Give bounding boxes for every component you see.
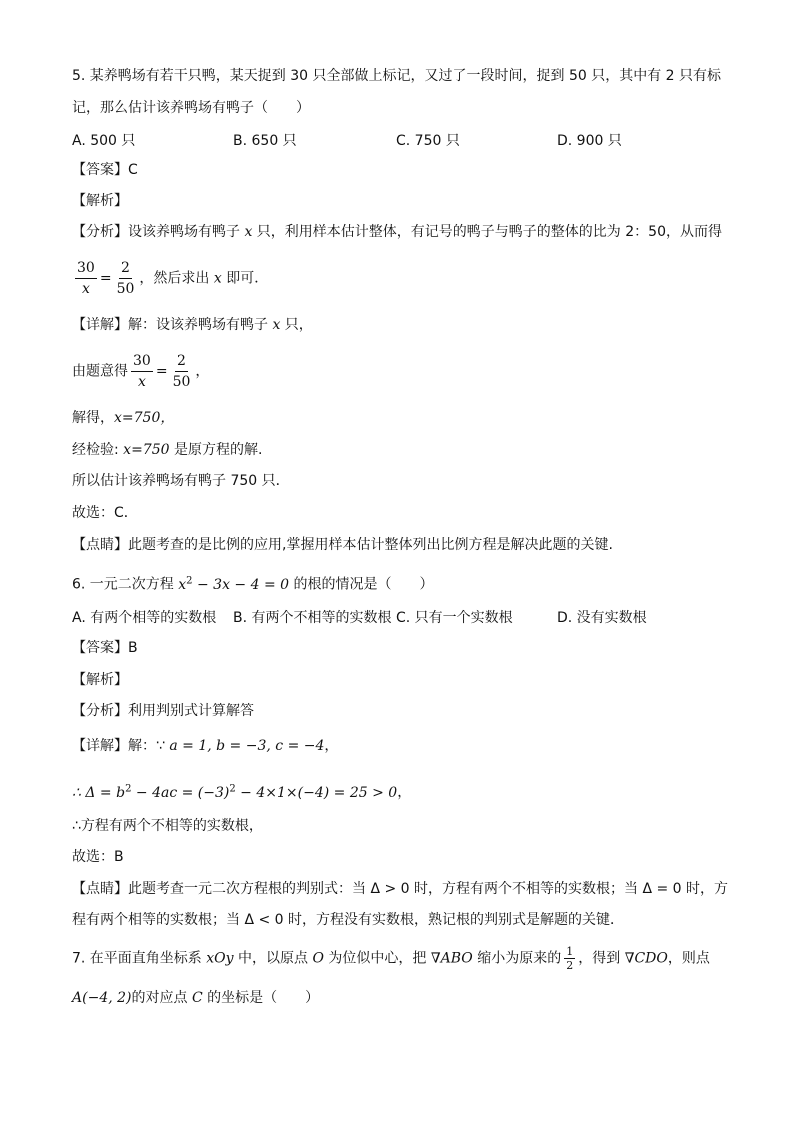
q7-stem-line2: A(−4, 2)的对应点 C 的坐标是（ ）	[72, 990, 320, 1006]
q5-answer: 【答案】C	[72, 162, 138, 178]
q5-comment: 【点睛】此题考查的是比例的应用,掌握用样本估计整体列出比例方程是解决此题的关键.	[72, 537, 613, 553]
fraction-2-over-50: $\frac{2}{50}$	[116, 260, 135, 297]
q5-conclusion: 所以估计该养鸭场有鸭子 750 只．	[72, 473, 290, 489]
q5-analysis: 【分析】设该养鸭场有鸭子 x 只，利用样本估计整体，有记号的鸭子与鸭子的整体的比为 2：50，从而得	[72, 224, 722, 240]
q6-option-b: B. 有两个不相等的实数根	[233, 610, 392, 626]
q5-option-d: D. 900 只	[557, 133, 622, 149]
q5-solve: 解得，x=750，	[72, 410, 175, 426]
q6-analysis: 【分析】利用判别式计算解答	[72, 703, 254, 719]
q6-detail: 【详解】解：∵ a = 1, b = −3, c = −4，	[72, 738, 339, 754]
q5-choice: 故选：C．	[72, 505, 138, 521]
q6-comment-line2: 程有两个相等的实数根；当 Δ < 0 时，方程没有实数根，熟记根的判别式是解题的关键．	[72, 912, 625, 928]
q6-stem: 6. 一元二次方程 $x^2 - 3x - 4 = 0$ 的根的情况是（ ）	[72, 575, 434, 593]
q5-detail: 【详解】解：设该养鸭场有鸭子 x 只，	[72, 317, 313, 333]
q5-option-a: A. 500 只	[72, 133, 136, 149]
q5-check: 经检验: x=750 是原方程的解.	[72, 442, 263, 458]
q6-answer: 【答案】B	[72, 640, 138, 656]
q6-option-c: C. 只有一个实数根	[396, 610, 513, 626]
fraction-one-half: $\frac{1}{2}$	[566, 945, 574, 972]
q6-discriminant: ∴ $\Delta = b^2 - 4ac = (-3)^2 - 4\times 1\times(-4) = 25 > 0$，	[72, 783, 412, 801]
q5-detail-equation: 由题意得 $\frac{30}{x}$ = $\frac{2}{50}$ ，	[72, 353, 210, 390]
q6-conclusion: ∴方程有两个不相等的实数根，	[72, 818, 263, 834]
q6-option-a: A. 有两个相等的实数根	[72, 610, 217, 626]
q6-jiexi-label: 【解析】	[72, 672, 128, 688]
q5-option-b: B. 650 只	[233, 133, 297, 149]
q5-stem-line2: 记，那么估计该养鸭场有鸭子（ ）	[72, 100, 310, 116]
fraction-30-over-x: $\frac{30}{x}$	[77, 260, 95, 297]
q5-stem-line1: 5. 某养鸭场有若干只鸭，某天捉到 30 只全部做上标记，又过了一段时间，捉到 50 只，其中有 2 只有标	[72, 68, 722, 84]
q7-stem-line1: 7. 在平面直角坐标系 xOy 中，以原点 O 为位似中心，把 ∇ABO 缩小为原来的 $\frac{1}{2}$ ，得到 ∇CDO，则点	[72, 945, 710, 972]
q6-comment-line1: 【点睛】此题考查一元二次方程根的判别式：当 Δ > 0 时，方程有两个不相等的实数根；当 Δ = 0 时，方	[72, 881, 729, 897]
q6-choice: 故选：B	[72, 849, 124, 865]
q6-option-d: D. 没有实数根	[557, 610, 647, 626]
q5-option-c: C. 750 只	[396, 133, 460, 149]
q5-analysis-equation: $\frac{30}{x}$ = $\frac{2}{50}$ ，然后求出 x 即可．	[77, 260, 269, 297]
q5-jiexi-label: 【解析】	[72, 193, 128, 209]
